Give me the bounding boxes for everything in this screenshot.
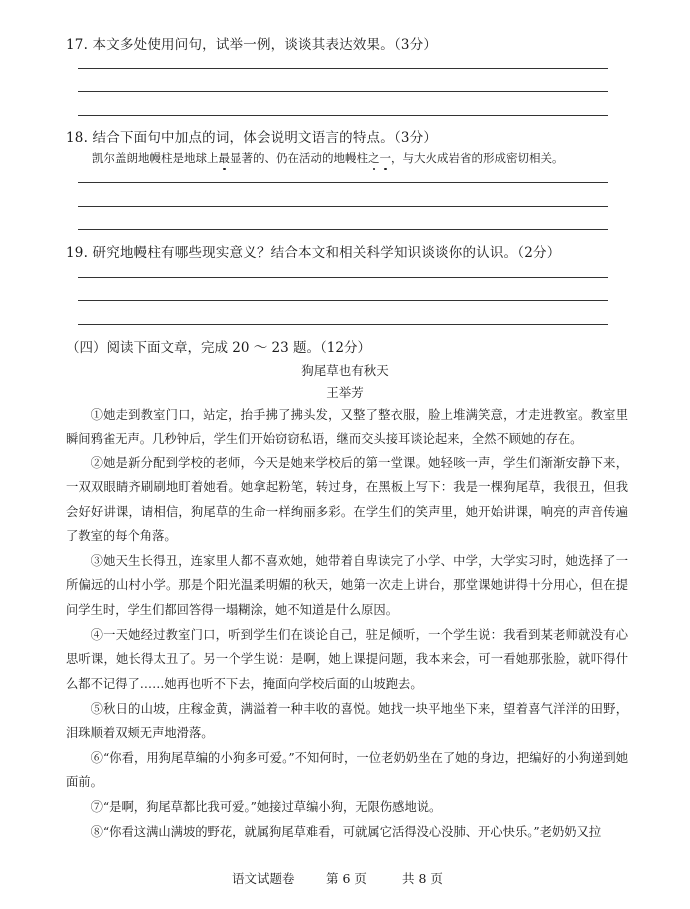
article-title: 狗尾草也有秋天: [301, 363, 389, 378]
footer-total-pages: 共 8 页: [402, 871, 443, 886]
article-paragraph: ②她是新分配到学校的老师，今天是她来学校后的第一堂课。她轻咳一声，学生们渐渐安静下来，一双双眼睛齐刷刷地盯着她看。她拿起粉笔，转过身，在黑板上写下：我是一棵狗尾草，我很丑，但我会好好讲课，请相信，狗尾草的生命一样绚丽多彩。在学生们的笑声里，她开始讲课，响亮的声音传遍了教室的每个角落。: [66, 456, 628, 543]
section-heading: （四）阅读下面文章，完成 20 ～ 23 题。（12分）: [66, 340, 371, 356]
footer-subject: 语文试题卷: [232, 871, 295, 886]
article-paragraph: ①她走到教室门口，站定，抬手拂了拂头发，又整了整衣服，脸上堆满笑意，才走进教室。教室里瞬间鸦雀无声。几秒钟后，学生们开始窃窃私语，继而交头接耳谈论起来，全然不顾她的存在。: [66, 408, 628, 447]
emphasis-dotted-word: 最: [218, 151, 230, 165]
article-paragraph: ⑧“你看这满山满坡的野花，就属狗尾草难看，可就属它活得没心没肺、开心快乐。”老奶奶又拉: [90, 825, 602, 839]
question-18-sentence: [92, 150, 564, 166]
answer-line: [78, 68, 608, 69]
question-17: 17. 本文多处使用问句，试举一例，谈谈其表达效果。（3分）: [66, 37, 438, 53]
answer-line: [78, 324, 608, 325]
article-paragraph: ⑤秋日的山坡，庄稼金黄，满溢着一种丰收的喜悦。她找一块平地坐下来，望着喜气洋洋的田野，泪珠顺着双颊无声地滑落。: [66, 702, 628, 741]
sentence-text: 显著的、仍在活动的地幔柱: [230, 151, 368, 165]
article-paragraph: ⑦“是啊，狗尾草都比我可爱。”她接过草编小狗，无限伤感地说。: [90, 800, 442, 814]
article-paragraph: ④一天她经过教室门口，听到学生们在谈论自己，驻足倾听，一个学生说：我看到某老师就没有心思听课，她长得太丑了。另一个学生说：是啊，她上课提问题，我本来会，可一看她那张脸，就吓得什么都不记得了……她再也听不下去，掩面向学校后面的山坡跑去。: [66, 628, 628, 691]
answer-line: [78, 182, 608, 183]
answer-line: [78, 300, 608, 301]
emphasis-dotted-word: 之: [368, 151, 380, 165]
footer-page-number: 第 6 页: [326, 871, 367, 886]
sentence-text: 凯尔盖朗地幔柱是地球上: [92, 151, 219, 165]
answer-line: [78, 206, 608, 207]
article-author: 王举芳: [326, 385, 364, 400]
answer-line: [78, 115, 608, 116]
article-paragraph: ⑥“你看，用狗尾草编的小狗多可爱。”不知何时，一位老奶奶坐在了她的身边，把编好的小狗递到她面前。: [66, 751, 628, 790]
question-18: 18. 结合下面句中加点的词，体会说明文语言的特点。（3分）: [66, 130, 438, 146]
question-19: 19. 研究地幔柱有哪些现实意义？结合本文和相关科学知识谈谈你的认识。（2分）: [66, 245, 561, 261]
answer-line: [78, 229, 608, 230]
emphasis-dotted-word: 一: [379, 151, 391, 165]
sentence-text: ，与大火成岩省的形成密切相关。: [391, 151, 564, 165]
answer-line: [78, 277, 608, 278]
answer-line: [78, 91, 608, 92]
article-paragraph: ③她天生长得丑，连家里人都不喜欢她，她带着自卑读完了小学、中学，大学实习时，她选择了一所偏远的山村小学。那是个阳光温柔明媚的秋天，她第一次走上讲台，那堂课她讲得十分用心，但在提问学生时，学生们都回答得一塌糊涂，她不知道是什么原因。: [66, 554, 628, 617]
